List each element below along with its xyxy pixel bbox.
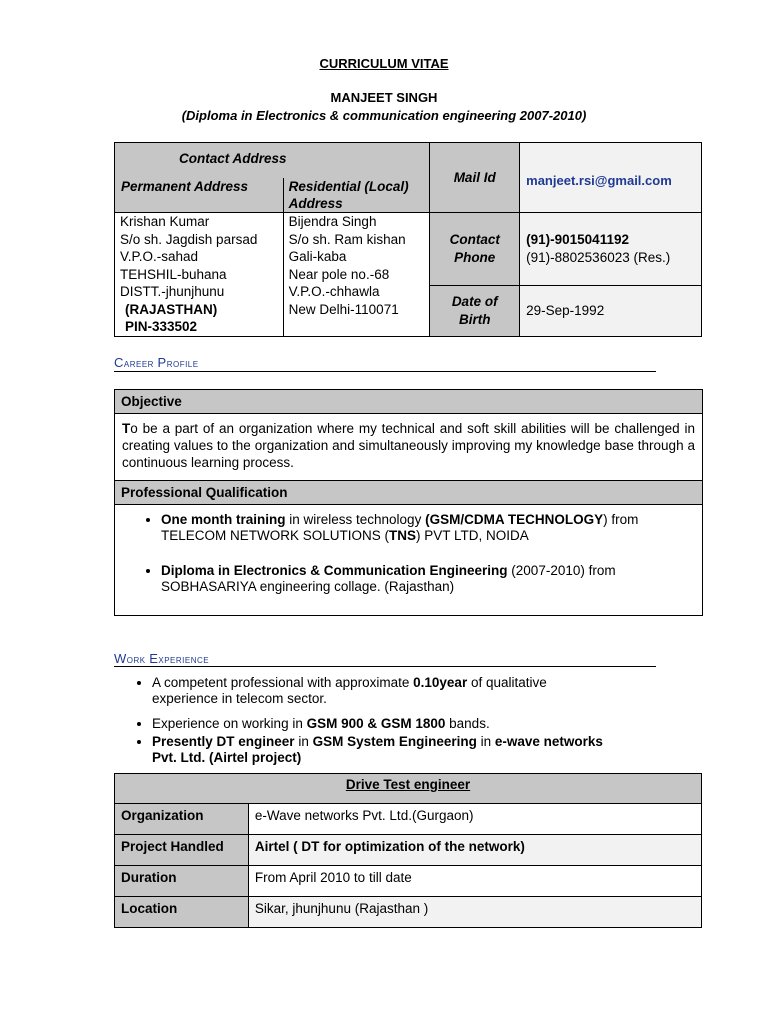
list-item: • Presently DT engineer in GSM System Engineering in e-wave networks Pvt. Ltd. (Airtel project) <box>152 734 612 766</box>
job-row-value: e-Wave networks Pvt. Ltd.(Gurgaon) <box>248 804 701 835</box>
job-row-label: Organization <box>115 804 249 835</box>
dob-value: 29-Sep-1992 <box>520 285 702 336</box>
job-title: Drive Test engineer <box>115 774 702 804</box>
contact-address-label: Contact Address <box>115 143 430 178</box>
career-profile-rule <box>114 371 656 372</box>
objective-label: Objective <box>115 390 702 414</box>
dob-label: Date of Birth <box>430 285 520 336</box>
job-row-value: Airtel ( DT for optimization of the network) <box>248 835 701 866</box>
list-item: • One month training in wireless technology (GSM/CDMA TECHNOLOGY) from TELECOM NETWORK SOLUTIONS (TNS) PVT LTD, NOIDA <box>161 512 702 544</box>
residential-address <box>283 213 430 337</box>
permanent-address-label: Permanent Address <box>115 178 284 213</box>
list-item: • A competent professional with approximate 0.10year of qualitative experience in telecom sector. <box>152 675 612 707</box>
work-experience-list <box>132 675 612 766</box>
residential-line: V.P.O.-chhawla <box>288 284 380 299</box>
objective-text: To be a part of an organization where my technical and soft skill abilities will be challenged in creating values to the organization and simultaneously improving my knowledge base through a continuous learning process. <box>122 421 695 470</box>
permanent-line: V.P.O.-sahad <box>120 249 199 264</box>
residential-line: Bijendra Singh <box>288 214 377 229</box>
residential-address-label: Residential (Local) Address <box>283 178 430 213</box>
list-item: • Experience on working in GSM 900 & GSM 1800 bands. <box>152 716 612 732</box>
doc-title: CURRICULUM VITAE <box>319 56 449 71</box>
list-item: • Diploma in Electronics & Communication Engineering (2007-2010) from SOBHASARIYA engineering collage. (Rajasthan) <box>161 563 702 595</box>
residential-line: Near pole no.-68 <box>288 266 390 282</box>
permanent-line: Krishan Kumar <box>120 214 210 229</box>
phone-label: Contact Phone <box>430 213 520 286</box>
job-row-label: Location <box>115 897 249 928</box>
residential-line: S/o sh. Ram kishan <box>288 231 406 247</box>
career-profile-box <box>114 389 703 616</box>
job-row-label: Project Handled <box>115 835 249 866</box>
permanent-address <box>115 213 284 337</box>
email-value: manjeet.rsi@gmail.com <box>526 172 672 188</box>
work-experience-rule <box>114 666 656 667</box>
job-table <box>114 773 702 928</box>
job-row-value: Sikar, jhunjhunu (Rajasthan ) <box>248 897 701 928</box>
career-profile-heading: Career Profile <box>114 355 199 370</box>
phone-primary: (91)-9015041192 <box>526 231 629 247</box>
qualification-label: Professional Qualification <box>115 480 702 505</box>
permanent-line: DISTT.-jhunjhunu <box>120 284 225 299</box>
permanent-line: S/o sh. Jagdish parsad <box>120 231 258 247</box>
permanent-line: TEHSHIL-buhana <box>120 266 227 282</box>
permanent-state: (RAJASTHAN) <box>125 301 218 317</box>
phone-residence: (91)-8802536023 (Res.) <box>526 249 671 265</box>
permanent-pin: PIN-333502 <box>125 319 198 334</box>
job-row-label: Duration <box>115 866 249 897</box>
work-experience-heading: Work Experience <box>114 651 210 666</box>
qualification-list <box>115 512 702 595</box>
phone-cell <box>520 213 702 286</box>
mail-label: Mail Id <box>430 143 520 213</box>
candidate-degree: (Diploma in Electronics & communication engineering 2007-2010) <box>181 108 587 123</box>
residential-line: Gali-kaba <box>288 249 347 264</box>
residential-line: New Delhi-110071 <box>288 301 399 317</box>
job-row-value: From April 2010 to till date <box>248 866 701 897</box>
candidate-name: MANJEET SINGH <box>330 90 438 105</box>
contact-table <box>114 142 702 337</box>
